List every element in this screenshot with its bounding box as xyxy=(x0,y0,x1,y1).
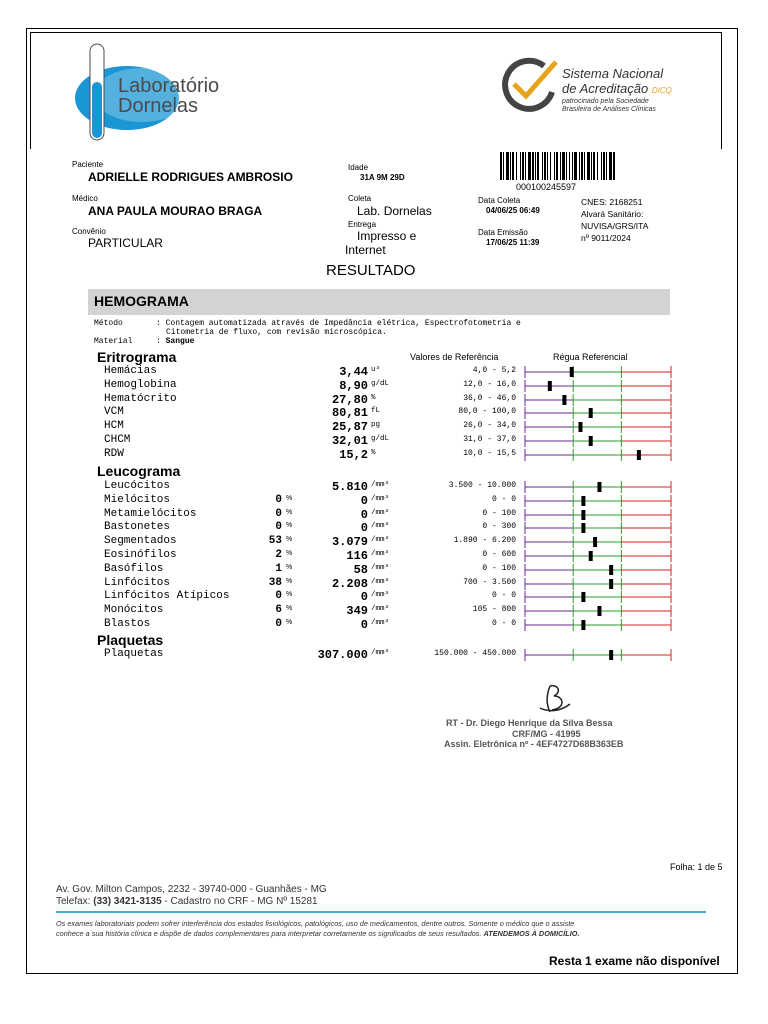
result-value: 2.208 xyxy=(331,576,368,591)
result-name: Blastos xyxy=(104,618,151,630)
material-sep: : xyxy=(156,337,161,346)
reference-ruler xyxy=(522,379,672,393)
result-percent: 0 xyxy=(275,618,282,630)
group-plaquetas: Plaquetas xyxy=(97,632,164,648)
ruler-marker xyxy=(637,450,641,460)
percent-sign: % xyxy=(286,522,293,530)
result-reference: 31,0 - 37,0 xyxy=(463,435,516,444)
reference-ruler xyxy=(522,494,672,508)
reference-ruler xyxy=(522,563,672,577)
patient-name: ADRIELLE RODRIGUES AMBROSIO xyxy=(88,170,293,184)
barcode-bar xyxy=(537,152,539,180)
reference-ruler xyxy=(522,590,672,604)
barcode-bar xyxy=(510,152,511,180)
footer-disclaimer2: conhece a sua história clínica e dispõe de dados complementares para interpretar corretamente os significados de seus resultados. xyxy=(56,929,482,938)
barcode-bar xyxy=(506,152,509,180)
lab-name-line1: Laboratório xyxy=(118,75,220,97)
barcode-bar xyxy=(606,152,607,180)
result-unit: g/dL xyxy=(371,379,390,388)
ruler-marker xyxy=(609,565,613,575)
reference-ruler xyxy=(522,393,672,407)
result-row xyxy=(0,494,768,508)
barcode-bar xyxy=(556,152,558,180)
nuvisa-number: nº 9011/2024 xyxy=(581,233,631,243)
result-row xyxy=(0,577,768,591)
result-reference: 105 - 800 xyxy=(472,605,516,615)
result-unit: % xyxy=(371,448,376,457)
barcode-bar xyxy=(522,152,524,180)
percent-sign: % xyxy=(286,494,293,502)
result-row xyxy=(0,521,768,535)
result-row xyxy=(0,365,768,379)
ruler-marker xyxy=(578,422,582,432)
percent-sign: % xyxy=(286,591,293,599)
result-unit: fL xyxy=(371,407,381,416)
ruler-marker xyxy=(581,592,585,602)
result-percent: 2 xyxy=(275,549,282,561)
barcode-bar xyxy=(587,152,590,180)
barcode-bar xyxy=(601,152,602,180)
footer-rule xyxy=(56,911,706,913)
ruler-marker xyxy=(562,395,566,405)
ruler-marker xyxy=(589,436,593,446)
result-reference: 0 - 100 xyxy=(482,508,516,518)
result-value: 0 xyxy=(360,521,368,536)
result-reference: 0 - 600 xyxy=(482,550,516,559)
result-unit: /mm³ xyxy=(371,508,390,517)
reference-ruler xyxy=(522,420,672,434)
barcode-bar xyxy=(516,152,517,180)
result-percent: 1 xyxy=(275,562,282,575)
barcode-bar xyxy=(609,152,612,180)
result-unit: /mm³ xyxy=(371,550,390,558)
group-eritrograma: Eritrograma xyxy=(97,349,177,365)
reference-ruler xyxy=(522,448,672,462)
license-info xyxy=(581,196,648,244)
cnes: CNES: 2168251 xyxy=(581,197,643,207)
footer-disclaimer1: Os exames laboratoriais podem sofrer interferência dos estados fisiológicos, patológicos, uso de medicamentos, dentre outros. Somente o médico que o assiste xyxy=(56,919,575,928)
result-name: Basófilos xyxy=(104,562,164,575)
lab-name-line2: Dornelas xyxy=(118,95,199,117)
reference-ruler xyxy=(522,577,672,591)
result-reference: 26,0 - 34,0 xyxy=(463,421,516,431)
ruler-marker xyxy=(597,606,601,616)
result-unit: /mm³ xyxy=(371,591,390,600)
barcode-bar xyxy=(566,152,567,180)
lab-name xyxy=(118,76,219,116)
result-unit: /mm³ xyxy=(371,536,390,545)
data-coleta-label: Data Coleta xyxy=(478,196,521,205)
result-name: CHCM xyxy=(104,434,131,446)
result-unit: /mm³ xyxy=(371,563,390,572)
ruler-marker xyxy=(581,620,585,630)
barcode xyxy=(500,152,616,180)
barcode-number: 000100245597 xyxy=(516,182,577,192)
barcode-bar xyxy=(544,152,546,180)
result-value: 5.810 xyxy=(331,480,368,494)
result-reference: 0 - 0 xyxy=(491,619,516,628)
result-row xyxy=(0,590,768,604)
footer-address: Av. Gov. Milton Campos, 2232 - 39740-000 - Guanhães - MG xyxy=(56,884,327,895)
barcode-bar xyxy=(532,152,534,180)
result-reference: 12,0 - 16,0 xyxy=(463,379,516,389)
result-reference: 4,0 - 5,2 xyxy=(472,366,516,375)
result-value: 80,81 xyxy=(331,406,368,421)
percent-sign: % xyxy=(286,536,293,544)
signature-crf: CRF/MG - 41995 xyxy=(512,729,581,739)
footer-disclaimer-bold: ATENDEMOS À DOMICÍLIO. xyxy=(483,929,580,938)
barcode-bar xyxy=(613,152,615,180)
result-name: Monócitos xyxy=(104,604,164,617)
result-reference: 80,0 - 100,0 xyxy=(458,407,516,417)
reference-ruler xyxy=(522,365,672,379)
result-name: Hemoglobina xyxy=(104,378,177,391)
bottom-note: Resta 1 exame não disponível xyxy=(549,954,720,968)
signature-rt: RT - Dr. Diego Henrique da Silva Bessa xyxy=(446,718,613,728)
barcode-bar xyxy=(584,152,585,180)
ruler-marker xyxy=(589,551,593,561)
result-name: Metamielócitos xyxy=(104,507,197,520)
entrega-label: Entrega xyxy=(348,220,377,229)
result-percent: 6 xyxy=(275,604,282,617)
ruler-marker xyxy=(597,482,601,492)
entrega-line1: Impresso e xyxy=(357,229,417,243)
ruler-marker xyxy=(548,381,552,391)
ruler-marker xyxy=(589,408,593,418)
accreditation-logo xyxy=(500,56,700,120)
result-percent: 38 xyxy=(268,576,282,589)
reference-ruler xyxy=(522,406,672,420)
result-row xyxy=(0,508,768,522)
result-value: 25,87 xyxy=(331,420,368,435)
result-value: 0 xyxy=(360,590,368,605)
barcode-bar xyxy=(554,152,555,180)
barcode-bar xyxy=(542,152,543,180)
signature-assin: Assin. Eletrônica nº - 4EF4727D68B363EB xyxy=(444,739,624,749)
ref-header: Valores de Referência xyxy=(410,352,499,362)
reference-ruler xyxy=(522,521,672,535)
material-value: Sangue xyxy=(165,337,195,346)
result-unit: /mm³ xyxy=(371,619,390,627)
result-unit: /mm³ xyxy=(371,481,390,489)
page-title: RESULTADO xyxy=(326,262,416,279)
result-value: 58 xyxy=(353,562,368,577)
barcode-bar xyxy=(547,152,548,180)
group-leucograma: Leucograma xyxy=(97,463,181,479)
barcode-bar xyxy=(550,152,551,180)
result-unit: % xyxy=(371,393,376,402)
result-reference: 0 - 0 xyxy=(491,494,516,504)
method-label: Método xyxy=(94,319,123,328)
barcode-bar xyxy=(525,152,526,180)
reference-ruler xyxy=(522,434,672,448)
barcode-bar xyxy=(572,152,573,180)
result-value: 349 xyxy=(346,604,368,619)
barcode-bar xyxy=(569,152,570,180)
result-value: 8,90 xyxy=(339,378,368,393)
barcode-bar xyxy=(597,152,598,180)
check-icon xyxy=(500,56,560,112)
result-row xyxy=(0,480,768,494)
result-value: 15,2 xyxy=(339,447,368,462)
result-name: Leucócitos xyxy=(104,480,171,492)
barcode-bar xyxy=(603,152,605,180)
result-row xyxy=(0,434,768,448)
ruler-marker xyxy=(581,496,585,506)
method-line2: Citometria de fluxo, com revisão microscópica. xyxy=(166,328,387,337)
result-value: 0 xyxy=(360,507,368,522)
result-row xyxy=(0,448,768,462)
material-label: Material xyxy=(94,337,133,346)
percent-sign: % xyxy=(286,605,293,613)
barcode-bar xyxy=(579,152,580,180)
accreditation-suffix: DICQ xyxy=(651,86,672,95)
lab-logo xyxy=(72,40,252,145)
result-value: 116 xyxy=(346,549,368,563)
ruler-marker xyxy=(609,650,613,660)
entrega-line2: Internet xyxy=(345,243,386,257)
result-name: Eosinófilos xyxy=(104,549,177,561)
barcode-bar xyxy=(593,152,595,180)
signature-icon xyxy=(536,682,576,716)
result-row xyxy=(0,420,768,434)
result-row xyxy=(0,535,768,549)
result-value: 3.079 xyxy=(331,535,368,550)
result-unit: /mm³ xyxy=(371,605,390,614)
coleta-label: Coleta xyxy=(348,194,372,203)
barcode-bar xyxy=(535,152,536,180)
barcode-bar xyxy=(562,152,565,180)
barcode-bar xyxy=(591,152,592,180)
accreditation-line2: de Acreditação xyxy=(562,81,649,96)
nuvisa: NUVISA/GRS/ITA xyxy=(581,221,649,231)
result-row xyxy=(0,563,768,577)
result-reference: 36,0 - 46,0 xyxy=(463,393,516,403)
result-percent: 53 xyxy=(268,535,282,548)
result-name: HCM xyxy=(104,420,124,433)
result-unit: pg xyxy=(371,421,381,430)
result-row xyxy=(0,549,768,563)
barcode-bar xyxy=(503,152,504,180)
result-value: 307.000 xyxy=(317,648,368,662)
result-reference: 0 - 100 xyxy=(482,563,516,573)
reference-ruler xyxy=(522,648,672,662)
data-coleta: 04/06/25 06:49 xyxy=(486,206,540,215)
exam-header xyxy=(88,289,670,315)
ruler-marker xyxy=(581,523,585,533)
footer-tel: (33) 3421-3135 xyxy=(93,896,162,907)
reference-ruler xyxy=(522,604,672,618)
reference-ruler xyxy=(522,549,672,563)
barcode-bar xyxy=(500,152,502,180)
result-name: Linfócitos xyxy=(104,576,171,589)
result-value: 0 xyxy=(360,618,368,632)
reference-ruler xyxy=(522,508,672,522)
accreditation-line4: Brasileira de Análises Clínicas xyxy=(562,106,656,113)
result-reference: 10,0 - 15,5 xyxy=(463,448,516,458)
result-percent: 0 xyxy=(275,507,282,520)
result-name: VCM xyxy=(104,406,124,419)
result-unit: /mm³ xyxy=(371,522,390,531)
result-unit: g/dL xyxy=(371,435,390,443)
result-reference: 150.000 - 450.000 xyxy=(434,649,516,658)
result-name: RDW xyxy=(104,447,124,460)
result-percent: 0 xyxy=(275,493,282,506)
exam-name: HEMOGRAMA xyxy=(94,293,189,309)
result-reference: 3.500 - 10.000 xyxy=(448,481,516,490)
ruler-marker xyxy=(581,510,585,520)
footer-tel-label: Telefax: xyxy=(56,896,94,907)
data-emissao: 17/06/25 11:39 xyxy=(486,238,540,247)
entrega-value xyxy=(345,229,417,257)
convenio-label: Convênio xyxy=(72,227,106,236)
percent-sign: % xyxy=(286,508,293,516)
result-value: 32,01 xyxy=(331,434,368,448)
doctor-label: Médico xyxy=(72,194,98,203)
ruler-header: Régua Referencial xyxy=(553,352,628,362)
barcode-bar xyxy=(581,152,583,180)
result-name: Plaquetas xyxy=(104,648,164,660)
ruler-marker xyxy=(593,537,597,547)
result-unit: u³ xyxy=(371,366,381,374)
result-reference: 1.890 - 6.200 xyxy=(453,536,516,546)
result-unit: /mm³ xyxy=(371,649,390,657)
reference-ruler xyxy=(522,535,672,549)
result-value: 27,80 xyxy=(331,392,368,407)
result-reference: 0 - 0 xyxy=(491,591,516,601)
age-label: Idade xyxy=(348,163,369,172)
result-value: 3,44 xyxy=(339,365,368,379)
ruler-marker xyxy=(570,367,574,377)
result-value: 0 xyxy=(360,493,368,508)
result-row xyxy=(0,604,768,618)
result-percent: 0 xyxy=(275,590,282,603)
accreditation-line1: Sistema Nacional xyxy=(562,66,664,81)
result-name: Mielócitos xyxy=(104,493,171,506)
barcode-bar xyxy=(512,152,514,180)
result-row xyxy=(0,406,768,420)
exam-method xyxy=(94,319,521,346)
result-row xyxy=(0,393,768,407)
footer-tel-rest: - Cadastro no CRF - MG Nº 15281 xyxy=(161,896,318,907)
percent-sign: % xyxy=(286,619,293,626)
result-name: Linfócitos Atípicos xyxy=(104,590,230,603)
barcode-bar xyxy=(574,152,577,180)
barcode-bar xyxy=(560,152,561,180)
data-emissao-label: Data Emissão xyxy=(478,228,528,237)
convenio-value: PARTICULAR xyxy=(88,236,163,250)
accreditation-line3: patrocinado pela Sociedade xyxy=(562,98,649,105)
percent-sign: % xyxy=(286,563,293,571)
result-unit: /mm³ xyxy=(371,494,390,503)
result-name: Hematócrito xyxy=(104,392,177,405)
patient-age: 31A 9M 29D xyxy=(360,173,405,182)
barcode-bar xyxy=(520,152,521,180)
result-reference: 700 - 3.500 xyxy=(463,577,516,587)
alvara: Alvará Sanitário: xyxy=(581,209,644,219)
result-row xyxy=(0,618,768,632)
barcode-bar xyxy=(528,152,531,180)
percent-sign: % xyxy=(286,577,293,585)
reference-ruler xyxy=(522,618,672,632)
result-reference: 0 - 300 xyxy=(482,522,516,532)
percent-sign: % xyxy=(286,550,293,557)
patient-label: Paciente xyxy=(72,160,104,169)
result-row xyxy=(0,648,768,662)
reference-ruler xyxy=(522,480,672,494)
result-percent: 0 xyxy=(275,521,282,534)
result-name: Bastonetes xyxy=(104,521,171,534)
result-row xyxy=(0,379,768,393)
doctor-name: ANA PAULA MOURAO BRAGA xyxy=(88,204,263,218)
method-line1: : Contagem automatizada através de Impedância elétrica, Espectrofotometria e xyxy=(156,319,521,328)
result-unit: /mm³ xyxy=(371,577,390,586)
ruler-marker xyxy=(609,579,613,589)
page-number: Folha: 1 de 5 xyxy=(670,862,723,872)
coleta-value: Lab. Dornelas xyxy=(357,204,432,218)
result-name: Hemácias xyxy=(104,365,157,377)
result-name: Segmentados xyxy=(104,535,177,548)
